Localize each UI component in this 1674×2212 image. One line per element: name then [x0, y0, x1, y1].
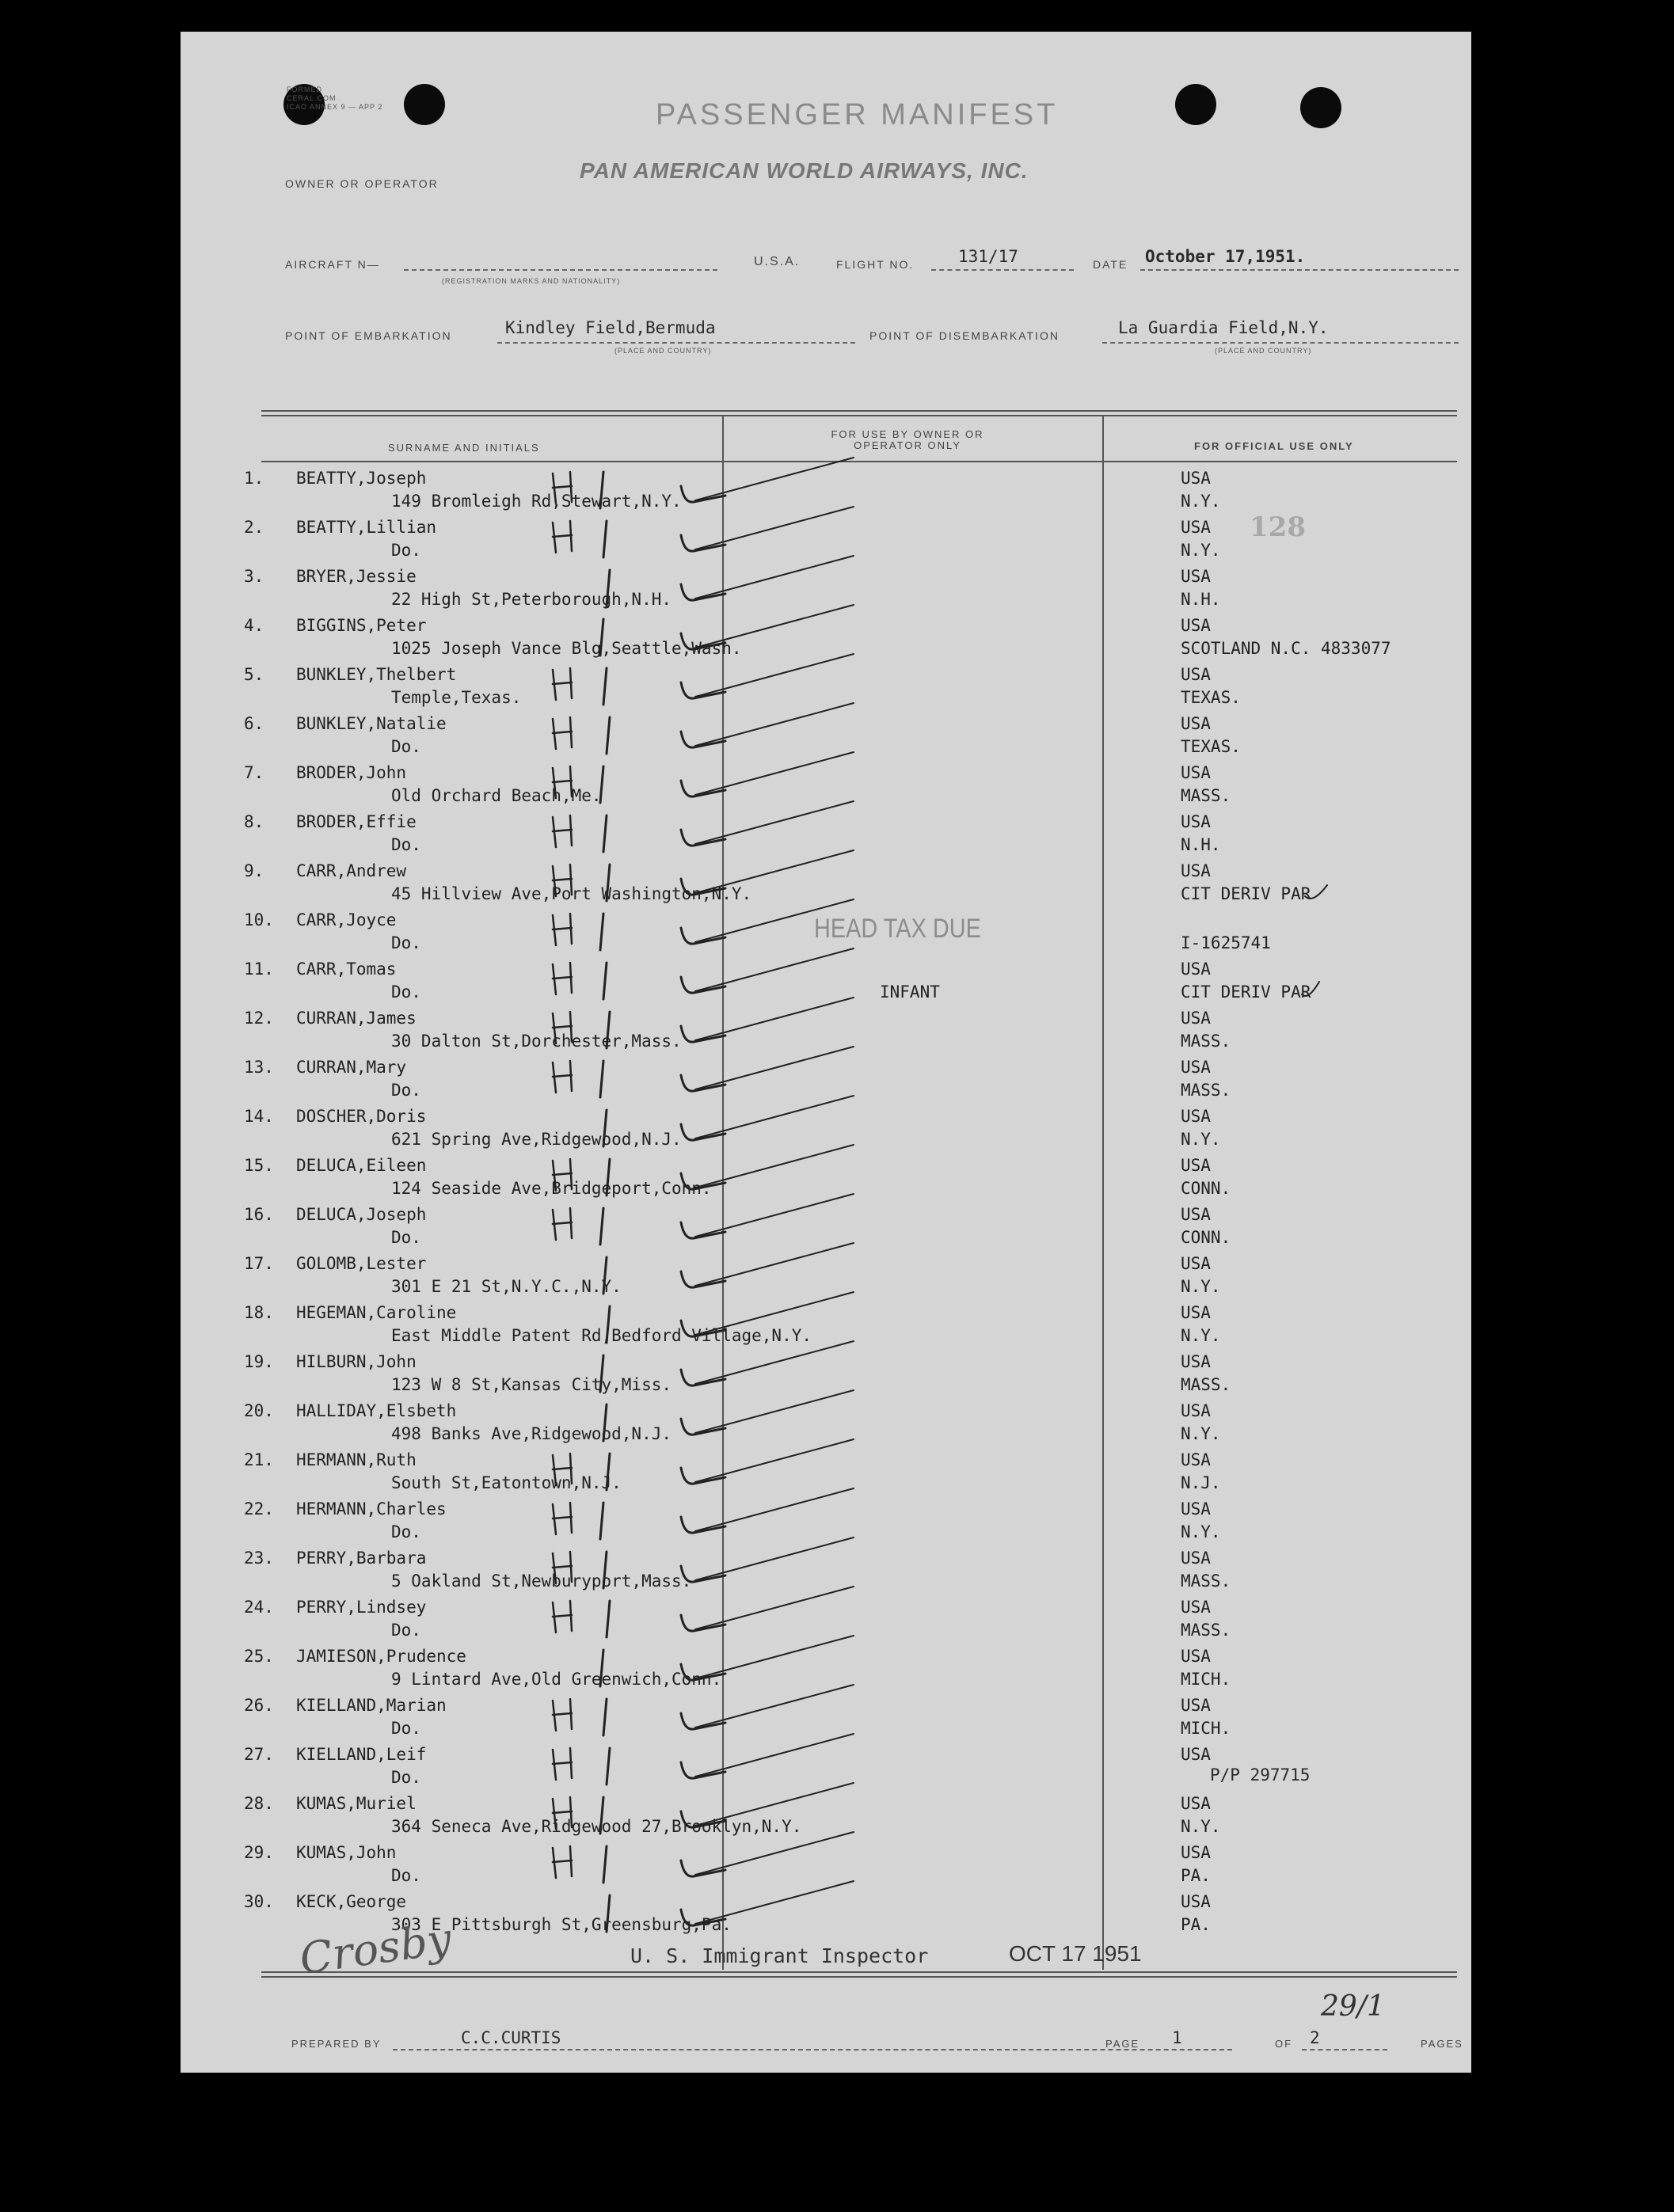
- row-number: 4.: [244, 616, 264, 635]
- form-stamp-line: FORMED: [287, 86, 322, 93]
- row-number: 23.: [244, 1549, 274, 1568]
- passenger-address: 498 Banks Ave,Ridgewood,N.J.: [391, 1424, 672, 1443]
- passenger-name: CARR,Tomas: [296, 960, 397, 979]
- pen-stroke-mark: [600, 1503, 603, 1539]
- passenger-address: 123 W 8 St,Kansas City,Miss.: [391, 1375, 672, 1394]
- pen-stroke-mark: [603, 1699, 607, 1735]
- row-number: 20.: [244, 1401, 274, 1420]
- passenger-address: 621 Spring Ave,Ridgewood,N.J.: [391, 1130, 682, 1149]
- passenger-name: CARR,Andrew: [296, 861, 407, 880]
- initial-mark: [553, 1748, 572, 1780]
- manifest-sheet: [181, 32, 1471, 2073]
- passenger-address: 5 Oakland St,Newburyport,Mass.: [391, 1572, 692, 1591]
- passenger-address: Temple,Texas.: [391, 688, 522, 707]
- passenger-address: Do.: [391, 541, 421, 560]
- owner-tick-mark: [695, 1047, 854, 1089]
- official-residence: N.Y.: [1181, 1817, 1221, 1836]
- official-nationality: USA: [1181, 1058, 1211, 1077]
- owner-tick-mark: [695, 1439, 854, 1482]
- col-official-use: FOR OFFICIAL USE ONLY: [1194, 440, 1354, 452]
- official-residence: N.Y.: [1181, 1326, 1221, 1345]
- passenger-name: BEATTY,Joseph: [296, 469, 427, 488]
- pen-stroke-mark: [607, 717, 610, 754]
- passenger-name: KECK,George: [296, 1892, 407, 1911]
- row-number: 9.: [244, 861, 264, 880]
- prepared-label: PREPARED BY: [291, 2038, 382, 2050]
- official-residence: N.Y.: [1181, 1130, 1221, 1149]
- passenger-name: KIELLAND,Marian: [296, 1696, 447, 1715]
- row-number: 29.: [244, 1843, 274, 1862]
- official-check-mark: [1302, 982, 1319, 996]
- passenger-name: JAMIESON,Prudence: [296, 1647, 466, 1666]
- pen-stroke-mark: [603, 521, 607, 557]
- row-number: 17.: [244, 1254, 274, 1273]
- official-nationality: USA: [1181, 1401, 1211, 1420]
- initial-mark: [553, 1012, 572, 1043]
- page-stamp-number: 128: [1250, 511, 1306, 543]
- passenger-address: Do.: [391, 982, 421, 1001]
- page-title: PASSENGER MANIFEST: [656, 98, 1059, 131]
- pen-stroke-mark: [603, 1110, 607, 1146]
- row-number: 22.: [244, 1499, 274, 1518]
- owner-tick-mark: [695, 1243, 854, 1286]
- owner-tick-mark: [695, 1881, 854, 1924]
- official-nationality: USA: [1181, 763, 1211, 782]
- official-nationality: USA: [1181, 1205, 1211, 1224]
- disembark-label: POINT OF DISEMBARKATION: [869, 329, 1060, 342]
- embark-sub: (PLACE AND COUNTRY): [614, 347, 712, 355]
- row-number: 13.: [244, 1058, 274, 1077]
- pen-stroke-mark: [603, 1552, 607, 1588]
- official-residence: N.Y.: [1181, 1522, 1221, 1541]
- row-number: 26.: [244, 1696, 274, 1715]
- passenger-address: 22 High St,Peterborough,N.H.: [391, 590, 672, 609]
- official-nationality: USA: [1181, 812, 1211, 831]
- official-residence: SCOTLAND N.C. 4833077: [1181, 639, 1391, 658]
- pen-stroke-mark: [607, 1748, 610, 1784]
- row-number: 24.: [244, 1598, 274, 1617]
- passenger-name: CURRAN,Mary: [296, 1058, 407, 1077]
- row-number: 8.: [244, 812, 264, 831]
- passenger-name: CARR,Joyce: [296, 910, 397, 929]
- owner-tick-mark: [695, 1292, 854, 1335]
- official-residence: MASS.: [1181, 1032, 1231, 1051]
- initial-mark: [553, 1601, 572, 1632]
- passenger-name: HERMANN,Charles: [296, 1499, 447, 1518]
- row-number: 1.: [244, 469, 264, 488]
- initial-mark: [553, 766, 572, 798]
- form-stamp-line: ICAO ANNEX 9 — APP 2: [287, 103, 383, 111]
- official-nationality: USA: [1181, 1009, 1211, 1028]
- aircraft-sub: (REGISTRATION MARKS AND NATIONALITY): [442, 277, 621, 285]
- row-number: 11.: [244, 960, 274, 979]
- pen-stroke-mark: [600, 472, 603, 508]
- initial-mark: [553, 1159, 572, 1191]
- flight-number: 131/17: [958, 247, 1018, 266]
- col-surname: SURNAME AND INITIALS: [388, 442, 540, 454]
- pen-stroke-mark: [603, 963, 607, 999]
- pen-stroke-mark: [600, 1355, 603, 1392]
- embark-value: Kindley Field,Bermuda: [505, 318, 716, 337]
- passenger-address: Do.: [391, 1081, 421, 1100]
- official-nationality: USA: [1181, 1303, 1211, 1322]
- pen-stroke-mark: [600, 619, 603, 656]
- official-nationality: USA: [1181, 1499, 1211, 1518]
- owner-tick-mark: [695, 1488, 854, 1531]
- owner-tick-mark: [695, 801, 854, 844]
- country-label: U.S.A.: [754, 255, 801, 268]
- pen-stroke-mark: [607, 1159, 610, 1195]
- initial-mark: [553, 717, 572, 749]
- pen-stroke-mark: [607, 1306, 610, 1343]
- row-number: 3.: [244, 567, 264, 586]
- disembark-value: La Guardia Field,N.Y.: [1118, 318, 1329, 337]
- official-residence: CIT DERIV PAR: [1181, 884, 1311, 903]
- official-residence: MASS.: [1181, 1621, 1231, 1640]
- official-residence: CONN.: [1181, 1179, 1231, 1198]
- official-residence: N.Y.: [1181, 541, 1221, 560]
- official-nationality: USA: [1181, 1647, 1211, 1666]
- official-nationality: USA: [1181, 469, 1211, 488]
- col-owner-use: FOR USE BY OWNER OR OPERATOR ONLY: [831, 428, 984, 451]
- initial-mark: [553, 1797, 572, 1829]
- passenger-address: Old Orchard Beach,Me.: [391, 786, 602, 805]
- initial-mark: [553, 1061, 572, 1093]
- official-check-mark: [1305, 885, 1327, 899]
- passenger-name: HERMANN,Ruth: [296, 1450, 417, 1469]
- signature: Crosby: [296, 1913, 455, 1985]
- passenger-name: CURRAN,James: [296, 1009, 417, 1028]
- owner-tick-mark: [695, 752, 854, 795]
- official-nationality: USA: [1181, 1794, 1211, 1813]
- prepared-by: C.C.CURTIS: [461, 2028, 561, 2047]
- owner-tick-mark: [695, 556, 854, 599]
- pen-stroke-mark: [600, 914, 603, 950]
- pen-stroke-mark: [600, 1650, 603, 1686]
- passenger-address: Do.: [391, 1768, 421, 1787]
- passenger-name: HEGEMAN,Caroline: [296, 1303, 457, 1322]
- passenger-address: South St,Eatontown,N.J.: [391, 1473, 622, 1492]
- passenger-name: BIGGINS,Peter: [296, 616, 427, 635]
- pen-stroke-mark: [607, 1012, 610, 1048]
- passenger-address: 301 E 21 St,N.Y.C.,N.Y.: [391, 1277, 622, 1296]
- row-number: 27.: [244, 1745, 274, 1764]
- page-total: 2: [1310, 2028, 1320, 2047]
- owner-tick-mark: [695, 1145, 854, 1188]
- pen-stroke-mark: [607, 1895, 610, 1932]
- row-number: 10.: [244, 910, 274, 929]
- official-nationality: USA: [1181, 1745, 1211, 1764]
- passenger-name: PERRY,Barbara: [296, 1549, 427, 1568]
- initial-mark: [553, 1208, 572, 1240]
- owner-tick-mark: [695, 605, 854, 648]
- passenger-name: BRODER,Effie: [296, 812, 417, 831]
- initial-mark: [553, 1454, 572, 1485]
- row-number: 19.: [244, 1352, 274, 1371]
- passenger-name: DOSCHER,Doris: [296, 1107, 427, 1126]
- passenger-name: PERRY,Lindsey: [296, 1598, 427, 1617]
- official-nationality: USA: [1181, 518, 1211, 537]
- pen-stroke-mark: [603, 1846, 607, 1883]
- official-nationality: USA: [1181, 1107, 1211, 1126]
- passenger-address: Do.: [391, 1719, 421, 1738]
- passenger-address: 45 Hillview Ave,Port Washington,N.Y.: [391, 884, 752, 903]
- owner-tick-mark: [695, 1194, 854, 1237]
- page-label: PAGE: [1105, 2038, 1140, 2050]
- owner-tick-mark: [695, 1832, 854, 1875]
- passenger-address: Do.: [391, 737, 421, 756]
- passport-number: P/P 297715: [1210, 1765, 1311, 1784]
- pen-stroke-mark: [607, 1601, 610, 1637]
- official-nationality: USA: [1181, 665, 1211, 684]
- pen-stroke-mark: [603, 815, 607, 852]
- official-nationality: USA: [1181, 960, 1211, 979]
- official-residence: N.Y.: [1181, 1277, 1221, 1296]
- flight-label: FLIGHT NO.: [836, 258, 915, 271]
- owner-tick-mark: [695, 948, 854, 991]
- official-nationality: USA: [1181, 1549, 1211, 1568]
- official-residence: CIT DERIV PAR: [1181, 982, 1311, 1001]
- row-number: 14.: [244, 1107, 274, 1126]
- pen-stroke-mark: [600, 1061, 603, 1097]
- passenger-name: HALLIDAY,Elsbeth: [296, 1401, 457, 1420]
- official-residence: I-1625741: [1181, 933, 1271, 952]
- passenger-address: Do.: [391, 1522, 421, 1541]
- row-number: 21.: [244, 1450, 274, 1469]
- official-residence: MICH.: [1181, 1719, 1231, 1738]
- passenger-name: DELUCA,Eileen: [296, 1156, 427, 1175]
- initial-mark: [553, 1552, 572, 1583]
- official-nationality: USA: [1181, 714, 1211, 733]
- owner-tick-mark: [695, 507, 854, 549]
- official-residence: PA.: [1181, 1866, 1211, 1885]
- passenger-address: Do.: [391, 933, 421, 952]
- passenger-address: 30 Dalton St,Dorchester,Mass.: [391, 1032, 682, 1051]
- passenger-address: Do.: [391, 1866, 421, 1885]
- owner-label: OWNER OR OPERATOR: [285, 177, 439, 190]
- official-nationality: USA: [1181, 1696, 1211, 1715]
- passenger-address: 303 E Pittsburgh St,Greensburg,Pa.: [391, 1915, 732, 1934]
- passenger-address: Do.: [391, 1228, 421, 1247]
- passenger-name: BUNKLEY,Thelbert: [296, 665, 457, 684]
- of-label: OF: [1275, 2038, 1293, 2050]
- official-residence: CONN.: [1181, 1228, 1231, 1247]
- official-nationality: USA: [1181, 1254, 1211, 1273]
- passenger-name: HILBURN,John: [296, 1352, 417, 1371]
- owner-tick-mark: [695, 458, 854, 500]
- aircraft-label: AIRCRAFT N—: [285, 258, 380, 271]
- official-residence: TEXAS.: [1181, 688, 1241, 707]
- airline-name: PAN AMERICAN WORLD AIRWAYS, INC.: [580, 158, 1029, 183]
- passenger-address: Do.: [391, 835, 421, 854]
- official-nationality: USA: [1181, 616, 1211, 635]
- pen-stroke-mark: [607, 570, 610, 606]
- handwritten-marks: [181, 32, 1471, 2073]
- official-residence: N.Y.: [1181, 1424, 1221, 1443]
- passenger-address: 364 Seneca Ave,Ridgewood 27,Brooklyn,N.Y.: [391, 1817, 802, 1836]
- official-residence: TEXAS.: [1181, 737, 1241, 756]
- pages-label: PAGES: [1421, 2038, 1463, 2050]
- passenger-name: GOLOMB,Lester: [296, 1254, 427, 1273]
- embark-label: POINT OF EMBARKATION: [285, 329, 452, 342]
- passenger-name: DELUCA,Joseph: [296, 1205, 427, 1224]
- passenger-name: KUMAS,John: [296, 1843, 397, 1862]
- inspector-stamp: U. S. Immigrant Inspector: [630, 1944, 929, 1967]
- official-nationality: USA: [1181, 1352, 1211, 1371]
- pen-stroke-mark: [600, 1797, 603, 1834]
- initial-mark: [553, 1699, 572, 1731]
- pen-stroke-mark: [607, 1454, 610, 1490]
- page-number: 1: [1172, 2028, 1182, 2047]
- initial-mark: [553, 865, 572, 896]
- row-number: 28.: [244, 1794, 274, 1813]
- official-residence: MASS.: [1181, 786, 1231, 805]
- initial-mark: [553, 668, 572, 700]
- owner-tick-mark: [695, 1587, 854, 1629]
- passenger-name: BEATTY,Lillian: [296, 518, 437, 537]
- flight-date: October 17,1951.: [1145, 247, 1306, 266]
- official-residence: PA.: [1181, 1915, 1211, 1934]
- passenger-name: KIELLAND,Leif: [296, 1745, 427, 1764]
- official-nationality: USA: [1181, 1598, 1211, 1617]
- initial-mark: [553, 472, 572, 504]
- pen-stroke-mark: [603, 1404, 607, 1441]
- official-nationality: USA: [1181, 567, 1211, 586]
- owner-tick-mark: [695, 1390, 854, 1433]
- owner-tick-mark: [695, 1096, 854, 1138]
- pen-stroke-mark: [600, 1208, 603, 1245]
- owner-tick-mark: [695, 1783, 854, 1826]
- owner-tick-mark: [695, 1734, 854, 1777]
- pen-stroke-mark: [600, 766, 603, 803]
- passenger-name: BRYER,Jessie: [296, 567, 417, 586]
- passenger-address: 124 Seaside Ave,Bridgeport,Conn.: [391, 1179, 712, 1198]
- official-residence: N.J.: [1181, 1473, 1221, 1492]
- official-nationality: USA: [1181, 1156, 1211, 1175]
- initial-mark: [553, 1846, 572, 1878]
- passenger-address: 9 Lintard Ave,Old Greenwich,Conn.: [391, 1670, 722, 1689]
- passenger-address: East Middle Patent Rd,Bedford Village,N.Y.: [391, 1326, 812, 1345]
- date-label: DATE: [1093, 258, 1128, 271]
- row-number: 12.: [244, 1009, 274, 1028]
- row-number: 5.: [244, 665, 264, 684]
- initial-mark: [553, 521, 572, 553]
- row-number: 25.: [244, 1647, 274, 1666]
- owner-tick-mark: [695, 1636, 854, 1678]
- owner-tick-mark: [695, 654, 854, 697]
- official-nationality: USA: [1181, 861, 1211, 880]
- passenger-address: 149 Bromleigh Rd,Stewart,N.Y.: [391, 492, 682, 511]
- owner-tick-mark: [695, 1685, 854, 1727]
- form-stamp-line: CERAL.COM: [287, 94, 337, 102]
- inspector-date: OCT 17 1951: [1009, 1941, 1142, 1966]
- official-residence: N.H.: [1181, 590, 1221, 609]
- head-tax-stamp: HEAD TAX DUE: [814, 914, 981, 944]
- initial-mark: [553, 815, 572, 847]
- owner-tick-mark: [695, 703, 854, 746]
- passenger-address: 1025 Joseph Vance Blg,Seattle,Wash.: [391, 639, 742, 658]
- passenger-name: KUMAS,Muriel: [296, 1794, 417, 1813]
- owner-note: INFANT: [880, 982, 940, 1001]
- pen-stroke-mark: [607, 865, 610, 901]
- row-number: 15.: [244, 1156, 274, 1175]
- passenger-name: BRODER,John: [296, 763, 407, 782]
- disembark-sub: (PLACE AND COUNTRY): [1215, 347, 1312, 355]
- official-residence: N.H.: [1181, 835, 1221, 854]
- official-nationality: USA: [1181, 1843, 1211, 1862]
- passenger-address: Do.: [391, 1621, 421, 1640]
- initial-mark: [553, 1503, 572, 1534]
- row-number: 2.: [244, 518, 264, 537]
- owner-tick-mark: [695, 899, 854, 942]
- official-nationality: USA: [1181, 1450, 1211, 1469]
- pen-stroke-mark: [603, 1257, 607, 1294]
- official-residence: MASS.: [1181, 1081, 1231, 1100]
- pen-stroke-mark: [603, 668, 607, 705]
- official-residence: MASS.: [1181, 1375, 1231, 1394]
- official-residence: MASS.: [1181, 1572, 1231, 1591]
- row-number: 7.: [244, 763, 264, 782]
- row-number: 16.: [244, 1205, 274, 1224]
- owner-tick-mark: [695, 998, 854, 1040]
- official-residence: N.Y.: [1181, 492, 1221, 511]
- initial-mark: [553, 914, 572, 945]
- official-nationality: USA: [1181, 1892, 1211, 1911]
- initial-mark: [553, 963, 572, 994]
- official-residence: MICH.: [1181, 1670, 1231, 1689]
- row-number: 30.: [244, 1892, 274, 1911]
- owner-tick-mark: [695, 1537, 854, 1580]
- row-number: 6.: [244, 714, 264, 733]
- tally-note: 29/1: [1321, 1990, 1385, 2023]
- row-number: 18.: [244, 1303, 274, 1322]
- owner-tick-mark: [695, 850, 854, 893]
- passenger-name: BUNKLEY,Natalie: [296, 714, 447, 733]
- owner-tick-mark: [695, 1341, 854, 1384]
